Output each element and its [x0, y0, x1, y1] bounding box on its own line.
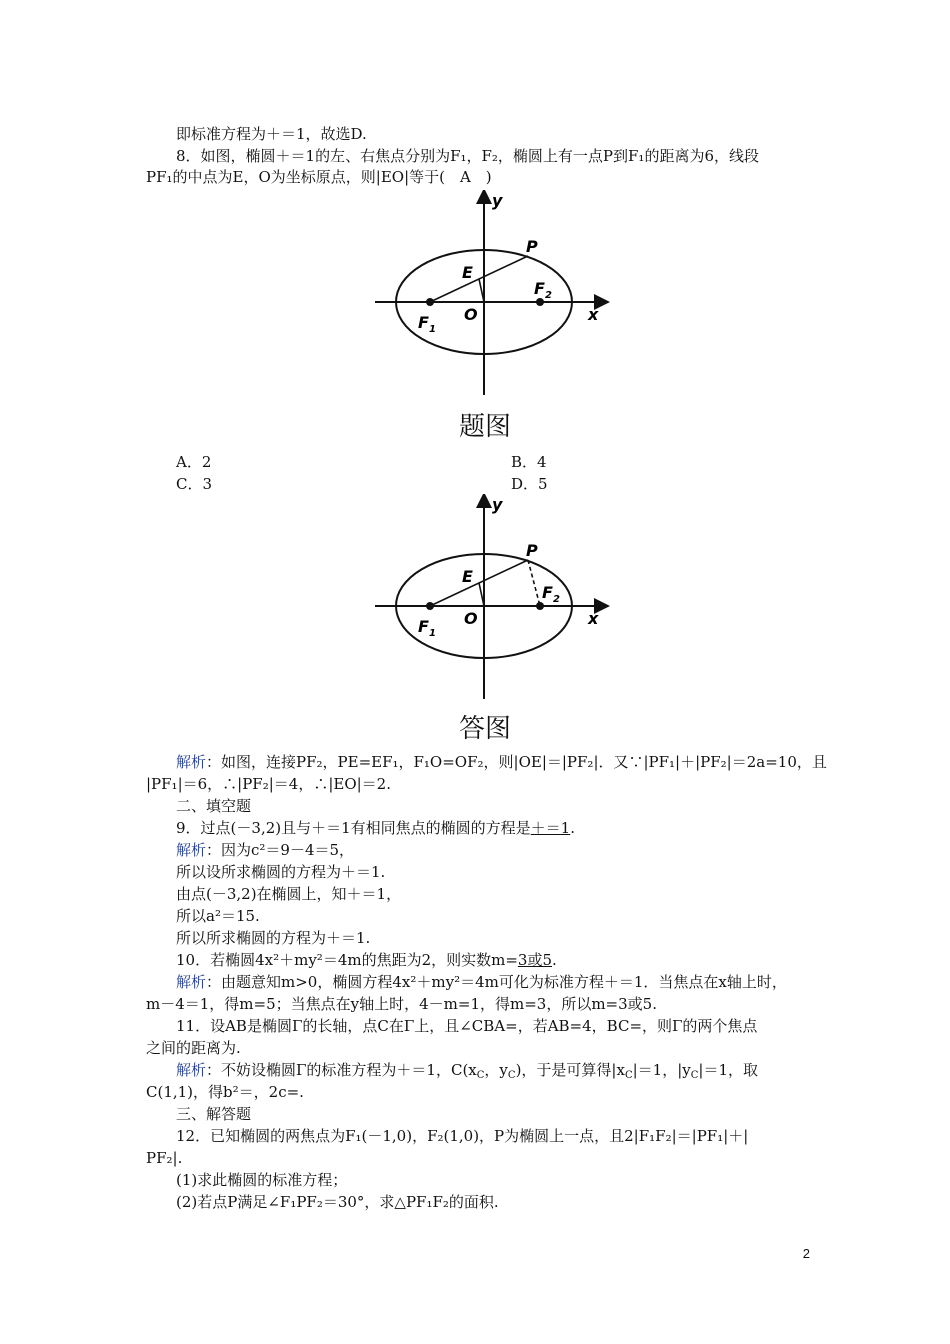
label-f2: $F_2$	[542, 583, 560, 605]
line-prev-answer: 即标准方程为＋＝1，故选D.	[176, 125, 367, 143]
figure-answer-caption: 答图	[459, 714, 512, 744]
solution-10-line2: m－4＝1，得m=5；当焦点在y轴上时，4－m=1，得m=3，所以m=3或5.	[146, 995, 657, 1013]
point-f1	[426, 298, 434, 306]
label-p: P	[526, 541, 538, 560]
point-f2	[536, 602, 544, 610]
solution-9-line3: 由点(－3,2)在椭圆上，知＋＝1，	[176, 885, 402, 903]
solution-label: 解析	[176, 753, 207, 771]
question-8-line2: PF₁的中点为E，O为坐标原点，则|EO|等于( A )	[146, 168, 492, 186]
question-8-line1: 8．如图，椭圆＋＝1的左、右焦点分别为F₁，F₂，椭圆上有一点P到F₁的距离为6，线段	[176, 147, 759, 165]
solution-label: 解析	[176, 973, 207, 991]
solution-8-line1: 解析：如图，连接PF₂，PE=EF₁，F₁O=OF₂，则|OE|＝|PF₂|．又∵|PF₁|＋|PF₂|＝2a=10，且	[176, 753, 827, 771]
solution-10-line1: 解析：由题意知m>0，椭圆方程4x²＋my²＝4m可化为标准方程＋＝1．当焦点在x轴上时，	[176, 973, 787, 991]
question-12-line2: PF₂|.	[146, 1149, 183, 1167]
label-y: y	[492, 495, 503, 514]
solution-11-line2: C(1,1)，得b²＝，2c=.	[146, 1083, 304, 1101]
solution-label: 解析	[176, 841, 207, 859]
question-11-line2: 之间的距离为.	[146, 1039, 241, 1057]
label-e: E	[462, 567, 473, 586]
point-f1	[426, 602, 434, 610]
figure-answer	[370, 494, 610, 704]
label-p: P	[526, 237, 538, 256]
question-12-part2: (2)若点P满足∠F₁PF₂＝30°，求△PF₁F₂的面积.	[176, 1193, 499, 1211]
answer-10: 3或5	[517, 951, 553, 969]
solution-9-line1: 解析：因为c²＝9－4＝5，	[176, 841, 355, 859]
answer-9: ＋＝1	[530, 819, 571, 837]
question-10: 10．若椭圆4x²＋my²＝4m的焦距为2，则实数m=3或5.	[176, 951, 557, 969]
solution-9-line2: 所以设所求椭圆的方程为＋＝1.	[176, 863, 386, 881]
question-12-line1: 12．已知椭圆的两焦点为F₁(－1,0)，F₂(1,0)，P为椭圆上一点，且2|F₁F₂|＝|PF₁|＋|	[176, 1127, 749, 1145]
option-a: A．2	[176, 453, 212, 471]
label-y: y	[492, 191, 503, 210]
solution-11-line1: 解析：不妨设椭圆Γ的标准方程为＋＝1，$C(x_C$，$y_C$)，于是可算得$|x_C|=1$，$|y_C|=1$，取	[176, 1061, 758, 1081]
solution-label: 解析	[176, 1061, 207, 1079]
label-e: E	[462, 263, 473, 282]
label-x: x	[588, 609, 599, 628]
question-12-part1: (1)求此椭圆的标准方程；	[176, 1171, 348, 1189]
label-f1: $F_1$	[418, 313, 436, 335]
label-x: x	[588, 305, 599, 324]
segment-pf2-dashed	[528, 560, 540, 606]
figure-question	[370, 190, 610, 400]
label-f2: $F_2$	[534, 279, 552, 301]
point-f2	[536, 298, 544, 306]
label-f1: $F_1$	[418, 617, 436, 639]
solution-9-line5: 所以所求椭圆的方程为＋＝1.	[176, 929, 371, 947]
question-11-line1: 11．设AB是椭圆Γ的长轴，点C在Γ上，且∠CBA=，若AB=4，BC=，则Γ的两个焦点	[176, 1017, 758, 1035]
label-o: O	[464, 609, 478, 628]
option-d: D．5	[511, 475, 548, 493]
solution-8-line2: |PF₁|＝6，∴|PF₂|＝4，∴|EO|＝2.	[146, 775, 391, 793]
figure-question-caption: 题图	[459, 412, 512, 442]
page-number: 2	[802, 1246, 810, 1261]
section-answer: 三、解答题	[176, 1105, 252, 1123]
option-b: B．4	[511, 453, 547, 471]
question-9: 9．过点(－3,2)且与＋＝1有相同焦点的椭圆的方程是＋＝1.	[176, 819, 575, 837]
option-c: C．3	[176, 475, 213, 493]
label-o: O	[464, 305, 478, 324]
solution-9-line4: 所以a²＝15.	[176, 907, 260, 925]
section-fill-in: 二、填空题	[176, 797, 252, 815]
